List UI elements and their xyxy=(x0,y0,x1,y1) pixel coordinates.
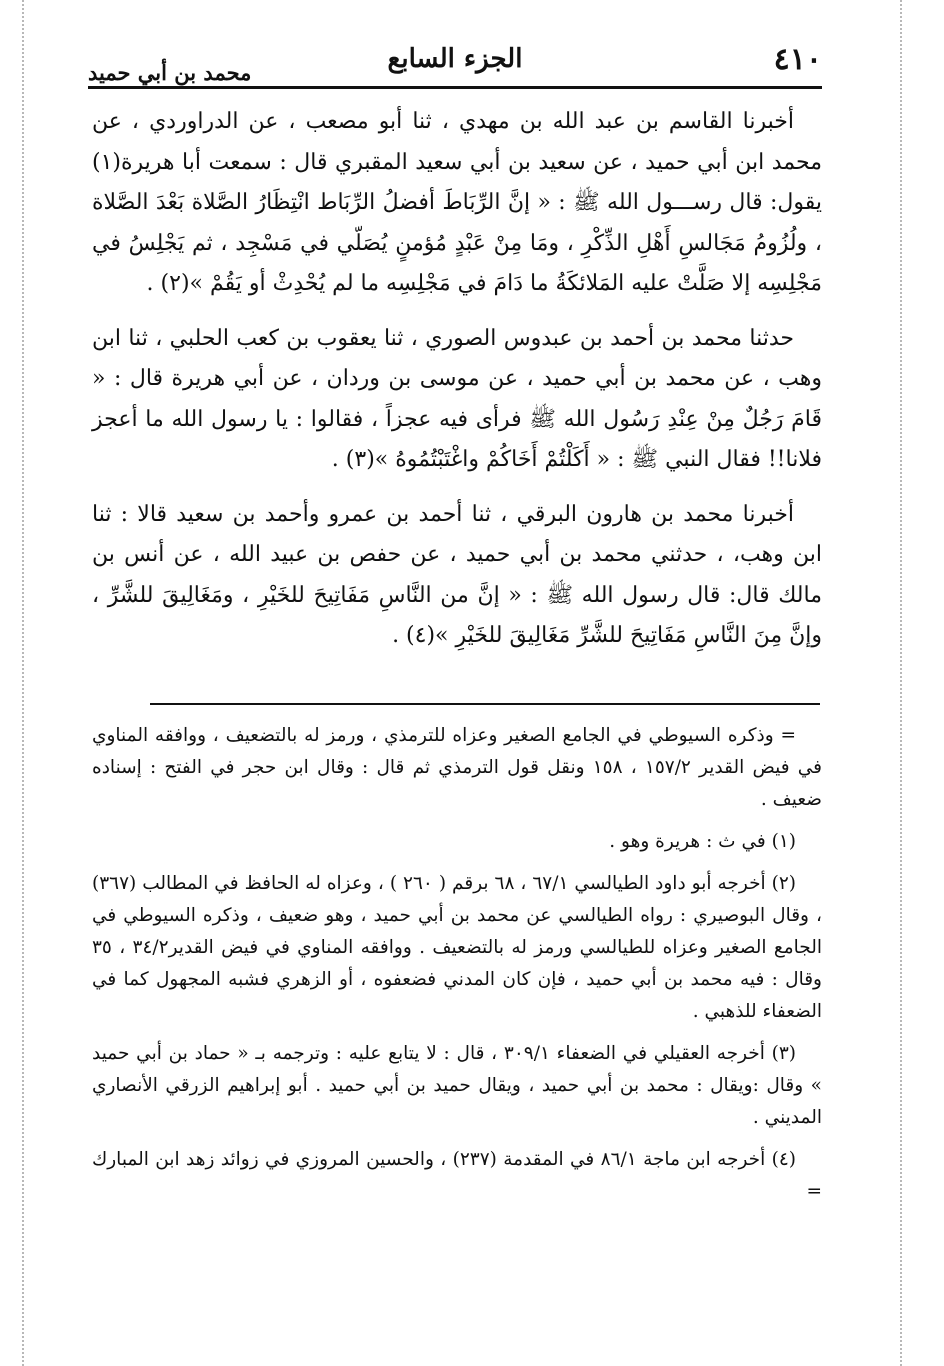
footnotes xyxy=(92,720,822,1218)
paragraph: حدثنا محمد بن أحمد بن عبدوس الصوري ، ثنا يعقوب بن كعب الحلبي ، ثنا ابن وهب ، عن محمد بن أبي حميد ، عن موسى بن وردان ، عن أبي هريرة قال : « قَامَ رَجُلٌ مِنْ عِنْدِ رَسُول الله ﷺ فرأى فيه عجزاً ، فقالوا : يا رسول الله ما أعجز فلانا!! فقال النبي ﷺ : « أَكَلْتُمْ أَخَاكُمْ واغْتَبْتُمُوهُ »(٣) . xyxy=(92,325,822,472)
footnote: (١) في ث : هريرة وهو . xyxy=(609,831,796,852)
footnote: = وذكره السيوطي في الجامع الصغير وعزاه للترمذي ، ورمز له بالتضعيف ، ووافقه المناوي في فيض القدير ١٥٧/٢ ، ١٥٨ ونقل قول الترمذي ثم قال : وقال ابن حجر في الفتح : إسناده ضعيف . xyxy=(92,725,822,810)
paragraph: أخبرنا محمد بن هارون البرقي ، ثنا أحمد بن عمرو وأحمد بن سعيد قالا : ثنا ابن وهب، ، حدثني محمد بن أبي حميد ، عن حفص بن عبيد الله ، عن أنس بن مالك قال: قال رسول الله ﷺ : « إنَّ من النَّاسِ مَفَاتِيحَ للخَيْرِ ، ومَغَالِيقَ للشَّرِّ ، وإنَّ مِنَ النَّاسِ مَفَاتِيحَ للشَّرِّ مَغَالِيقَ للخَيْرِ »(٤) . xyxy=(92,501,822,648)
footnote-separator xyxy=(150,703,820,705)
paragraph: أخبرنا القاسم بن عبد الله بن مهدي ، ثنا أبو مصعب ، عن الدراوردي ، عن محمد ابن أبي حميد ، عن سعيد بن أبي سعيد المقبري قال : سمعت أبا هريرة(١) يقول: قال رســـول الله ﷺ : « إنَّ الرِّبَاطَ أفضلُ الرِّبَاط انْتِظَارُ الصَّلاة بَعْدَ الصَّلاة ، ولُزُومُ مَجَالسِ أَهْلِ الذِّكْرِ ، ومَا مِنْ عَبْدٍ مُؤمنٍ يُصَلّي في مَسْجِد ، ثم يَجْلِسُ في مَجْلِسِه إلا صَلَّتْ عليه المَلائكَةُ ما دَامَ في مَجْلِسِه ما لم يُحْدِثْ أو يَقُمْ »(٢) . xyxy=(92,109,822,296)
page-header xyxy=(88,40,822,89)
part-title: الجزء السابع xyxy=(387,44,523,74)
running-title: محمد بن أبي حميد xyxy=(88,60,252,85)
main-text xyxy=(92,102,822,671)
footnote: (٤) أخرجه ابن ماجة ٨٦/١ في المقدمة (٢٣٧) ، والحسين المروزي في زوائد زهد ابن المبارك = xyxy=(92,1149,822,1202)
footnote: (٣) أخرجه العقيلي في الضعفاء ٣٠٩/١ ، قال : لا يتابع عليه : وترجمه بـ « حماد بن أبي حميد » وقال :ويقال : محمد بن أبي حميد ، ويقال حميد بن أبي حميد . أبو إبراهيم الزرقي الأنصاري المديني . xyxy=(92,1043,822,1128)
scan-margin-dots-left xyxy=(22,0,24,1366)
footnote: (٢) أخرجه أبو داود الطيالسي ٦٧/١ ، ٦٨ برقم ( ٢٦٠ ) ، وعزاه له الحافظ في المطالب (٣٦٧) ، وقال البوصيري : رواه الطيالسي عن محمد بن أبي حميد ، وهو ضعيف ، وذكره السيوطي في الجامع الصغير وعزاه للطيالسي ورمز له بالتضعيف . ووافقه المناوي في فيض القدير٣٤/٢ ، ٣٥ وقال : فيه محمد بن أبي حميد ، فإن كان المدني فضعفوه ، أو الزهري فشبه المجهول كما في الضعفاء للذهبي . xyxy=(92,873,823,1022)
page-number: ٤١٠ xyxy=(773,42,822,77)
scan-margin-dots-right xyxy=(900,0,902,1366)
